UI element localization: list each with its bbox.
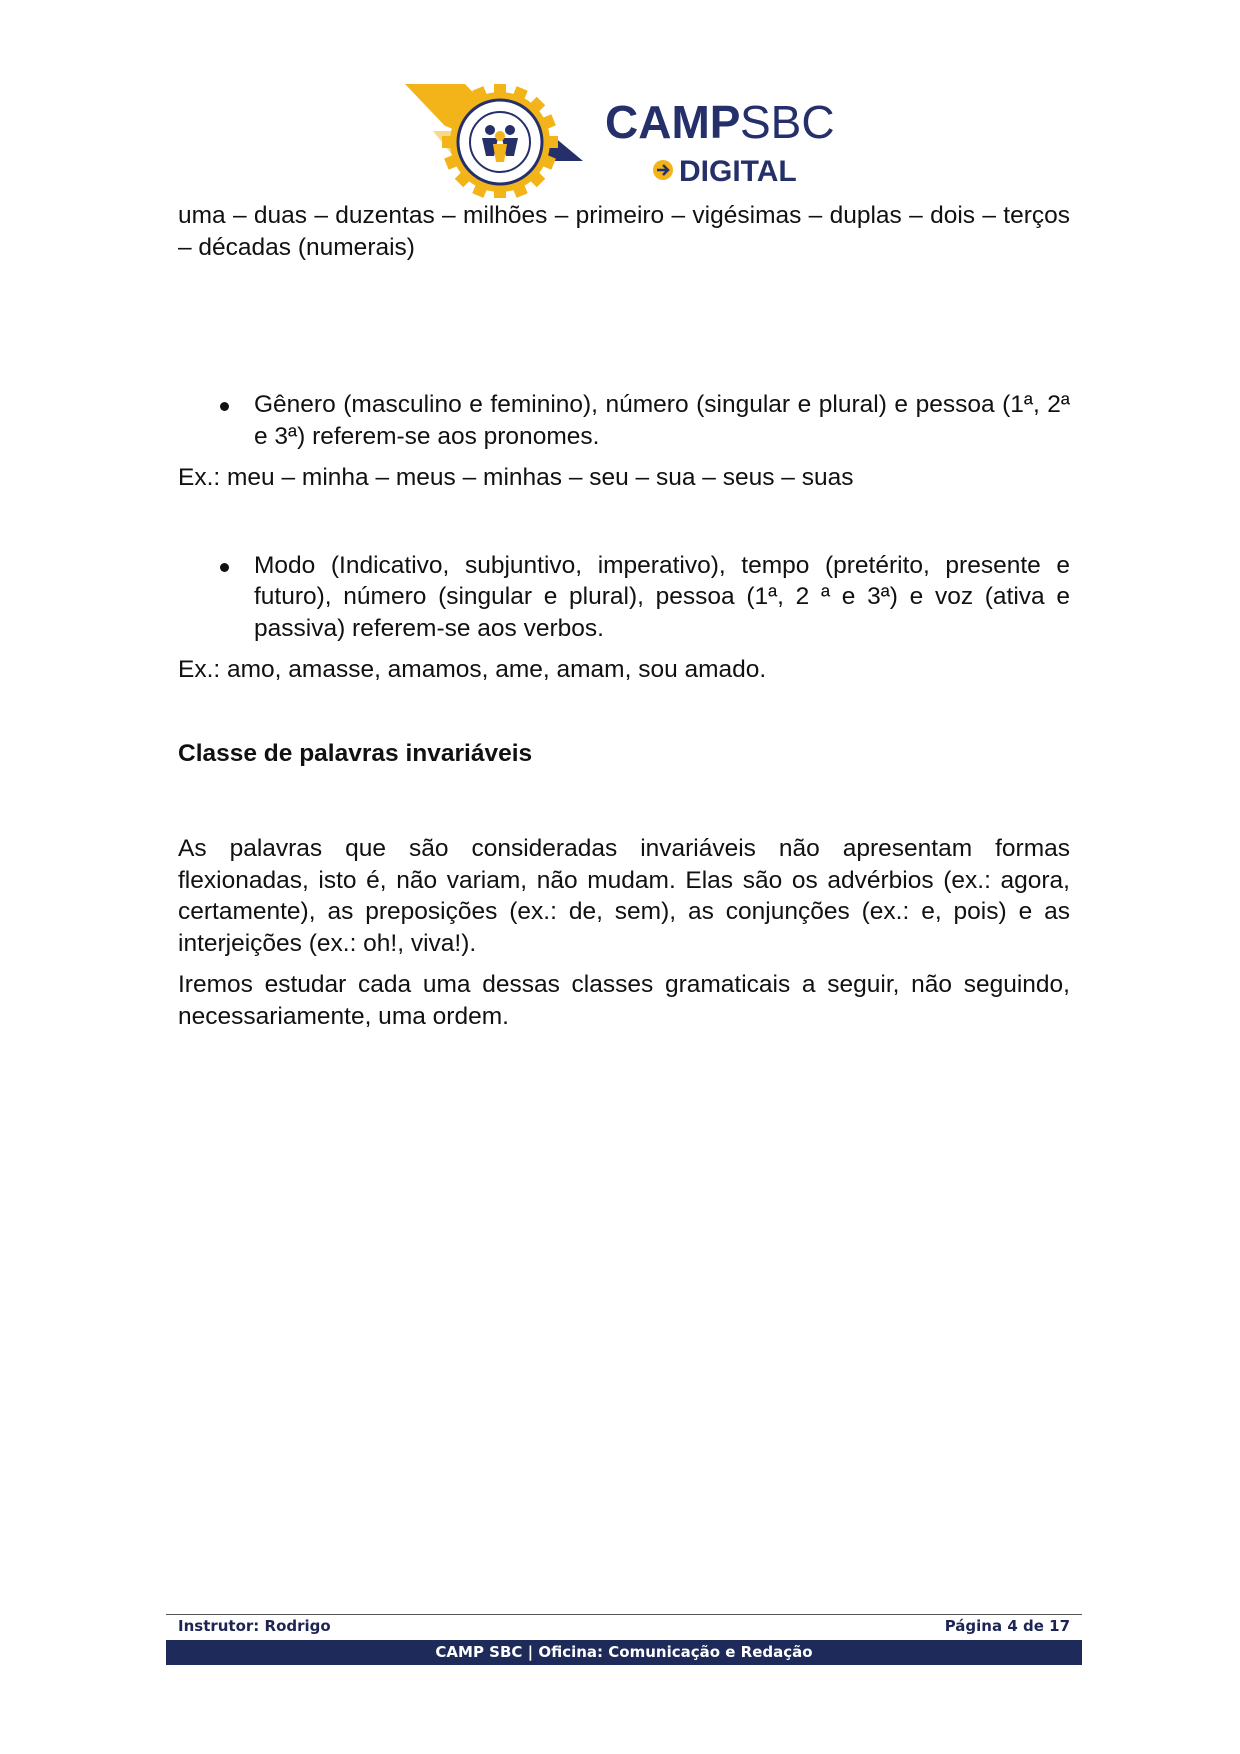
example-verbos: Ex.: amo, amasse, amamos, ame, amam, sou amado. xyxy=(178,656,767,683)
bullet-pronomes-text: Gênero (masculino e feminino), número (singular e plural) e pessoa (1ª, 2ª e 3ª) referem-se aos pronomes. xyxy=(254,391,1070,450)
footer-row xyxy=(178,1617,1070,1637)
footer-instructor: Instrutor: Rodrigo xyxy=(178,1617,331,1635)
footer-course-bar: CAMP SBC | Oficina: Comunicação e Redação xyxy=(166,1640,1082,1665)
paragraph-estudar: Iremos estudar cada uma dessas classes gramaticais a seguir, não seguindo, necessariamente, uma ordem. xyxy=(178,971,1070,1030)
bullet-verbos xyxy=(178,550,1070,645)
svg-text:SBC: SBC xyxy=(740,96,835,148)
bullet-icon xyxy=(220,563,229,572)
paragraph-invariaveis: As palavras que são consideradas invariáveis não apresentam formas flexionadas, isto é, não variam, não mudam. Elas são os advérbios (ex.: agora, certamente), as preposições (ex.: de, sem), as conjunções (ex.: e, pois) e as interjeições (ex.: oh!, viva!). xyxy=(178,835,1070,957)
footer-divider xyxy=(166,1614,1082,1615)
example-pronomes: Ex.: meu – minha – meus – minhas – seu – sua – seus – suas xyxy=(178,464,854,491)
bullet-pronomes xyxy=(178,389,1070,452)
footer-page-number: Página 4 de 17 xyxy=(944,1617,1070,1635)
logo-brand: CAMP xyxy=(605,96,741,148)
logo-sub: DIGITAL xyxy=(679,155,797,188)
section-heading: Classe de palavras invariáveis xyxy=(178,739,533,767)
page-content xyxy=(178,200,1070,1032)
camp-sbc-logo xyxy=(405,78,845,198)
bullet-verbos-text: Modo (Indicativo, subjuntivo, imperativo), tempo (pretérito, presente e futuro), número (singular e plural), pessoa (1ª, 2 ª e 3ª) e voz (ativa e passiva) referem-se aos verbos. xyxy=(254,551,1070,642)
numerais-line: uma – duas – duzentas – milhões – primeiro – vigésimas – duplas – dois – terços – décadas (numerais) xyxy=(178,202,1070,261)
bullet-icon xyxy=(220,402,229,411)
